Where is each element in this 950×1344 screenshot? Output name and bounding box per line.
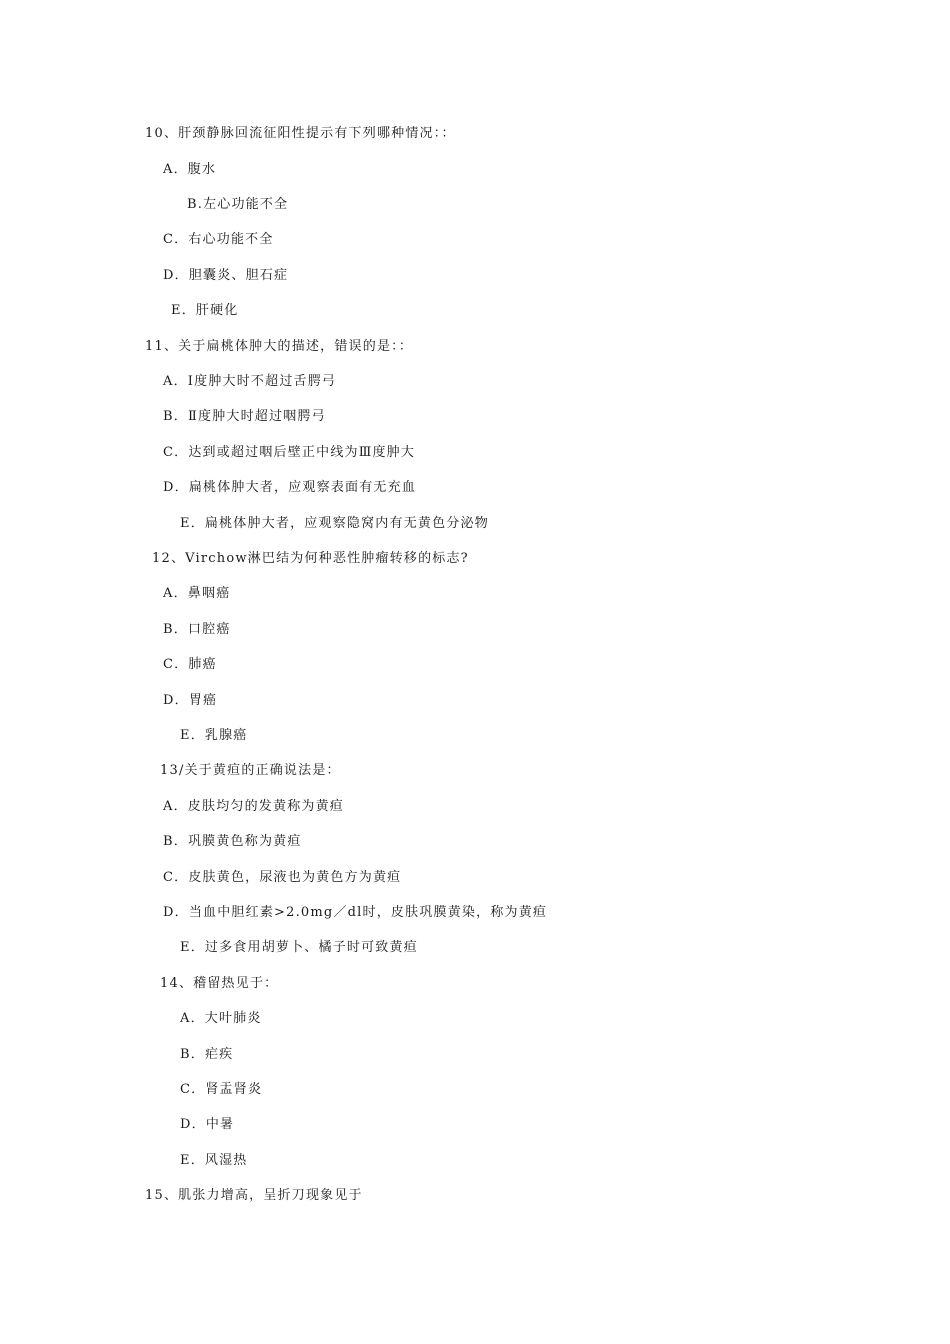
option-13-c: C．皮肤黄色，尿液也为黄色方为黄疸 [163,870,402,885]
option-11-c: C．达到或超过咽后壁正中线为Ⅲ度肿大 [163,445,416,460]
option-11-a: A．I度肿大时不超过舌腭弓 [163,374,337,389]
option-14-b: B．疟疾 [180,1047,234,1062]
option-14-c: C．肾盂肾炎 [180,1082,263,1097]
question-stem-15: 15、肌张力增高，呈折刀现象见于 [145,1188,363,1203]
option-12-c: C．肺癌 [163,657,217,672]
option-10-c: C．右心功能不全 [163,232,274,247]
option-11-d: D．扁桃体肿大者，应观察表面有无充血 [163,480,417,495]
option-13-d: D．当血中胆红素>2.0mg／dl时，皮肤巩膜黄染，称为黄疸 [163,905,548,920]
option-12-d: D．胃癌 [163,693,218,708]
option-14-a: A．大叶肺炎 [180,1011,262,1026]
question-stem-13: 13/关于黄疸的正确说法是： [160,763,341,778]
option-11-b: B．Ⅱ度肿大时超过咽腭弓 [163,409,326,424]
option-14-e: E．风湿热 [180,1153,248,1168]
option-12-b: B．口腔癌 [163,622,231,637]
option-12-a: A．鼻咽癌 [163,586,231,601]
option-10-b: B.左心功能不全 [187,197,289,212]
option-13-a: A．皮肤均匀的发黄称为黄疸 [163,799,344,814]
option-13-b: B．巩膜黄色称为黄疸 [163,834,302,849]
option-14-d: D．中暑 [180,1117,235,1132]
question-stem-10: 10、肝颈静脉回流征阳性提示有下列哪种情况：： [145,126,456,141]
question-stem-12: 12、Virchow淋巴结为何种恶性肿瘤转移的标志? [152,551,469,566]
option-13-e: E．过多食用胡萝卜、橘子时可致黄疸 [180,940,418,955]
option-12-e: E．乳腺癌 [180,728,248,743]
question-stem-14: 14、稽留热见于： [160,976,279,991]
option-10-d: D．胆囊炎、胆石症 [163,268,289,283]
option-10-e: E．肝硬化 [171,303,239,318]
option-11-e: E．扁桃体肿大者，应观察隐窝内有无黄色分泌物 [180,516,489,531]
question-stem-11: 11、关于扁桃体肿大的描述，错误的是：： [145,339,414,354]
option-10-a: A．腹水 [163,162,217,177]
